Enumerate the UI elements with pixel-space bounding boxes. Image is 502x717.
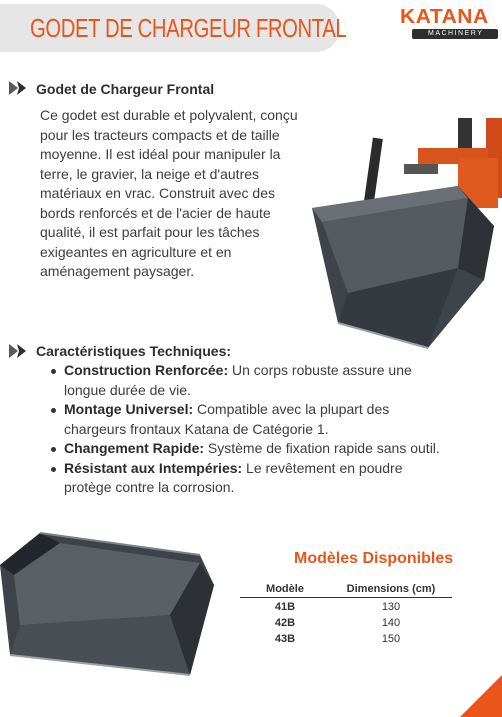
feature-label: Construction Renforcée: [64, 362, 229, 378]
table-row [240, 598, 452, 615]
feature-label: Résistant aux Intempéries: [64, 459, 243, 476]
model-code: 41B [274, 601, 296, 613]
feature-label: Montage Universel: [64, 401, 194, 417]
double-chevron-right-icon [8, 80, 30, 96]
feature-label: Changement Rapide: [64, 440, 205, 456]
table-row [240, 630, 452, 646]
model-code: 42B [274, 617, 296, 629]
feature-text: Compatible avec la plupart des chargeurs frontaux Katana de Catégorie 1. [64, 401, 390, 437]
column-header-dimensions: Dimensions (cm) [330, 583, 452, 598]
list-item [48, 459, 448, 498]
table-header-row [240, 583, 452, 598]
feature-list [48, 361, 448, 498]
bullet-icon [51, 467, 56, 472]
intro-heading: Godet de Chargeur Frontal [36, 81, 215, 97]
feature-text: Système de fixation rapide sans outil. [204, 440, 440, 456]
double-chevron-right-icon [8, 343, 30, 359]
list-item [48, 439, 448, 459]
specs-heading: Caractéristiques Techniques: [36, 343, 232, 359]
logo-wordmark: KATANA [400, 6, 489, 28]
model-code: 43B [274, 633, 296, 645]
intro-paragraph: Ce godet est durable et polyvalent, conçu pour les tracteurs compacts et de taille moyenne. Il est idéal pour manipuler la terre, le gravier, la neige et d'autres matériaux en vrac. Construit avec des bords renforcés et de l'acier de haute qualité, il est parfait pour les tâches exigeantes en agriculture et en aménagement paysager. [40, 107, 298, 279]
bucket-photo [0, 525, 216, 690]
list-item [48, 400, 448, 439]
logo-subtitle: MACHINERY [428, 30, 484, 37]
model-dimension: 130 [381, 601, 401, 613]
loader-bucket-photo [308, 118, 502, 350]
models-table [240, 583, 452, 646]
katana-logo [398, 6, 498, 40]
corner-decoration [460, 675, 502, 717]
column-header-model: Modèle [240, 583, 330, 598]
bullet-icon [51, 408, 56, 413]
table-row [240, 614, 452, 630]
models-title: Modèles Disponibles [294, 550, 454, 567]
bullet-icon [51, 447, 56, 452]
feature-text: Un corps robuste assure une longue durée de vie. [64, 362, 412, 398]
bullet-icon [51, 369, 56, 374]
model-dimension: 140 [381, 617, 401, 629]
model-dimension: 150 [381, 633, 401, 645]
list-item [48, 361, 448, 400]
page-title: GODET DE CHARGEUR FRONTAL [30, 13, 347, 43]
feature-text: Le revêtement en poudre protège contre la corrosion. [64, 459, 403, 495]
